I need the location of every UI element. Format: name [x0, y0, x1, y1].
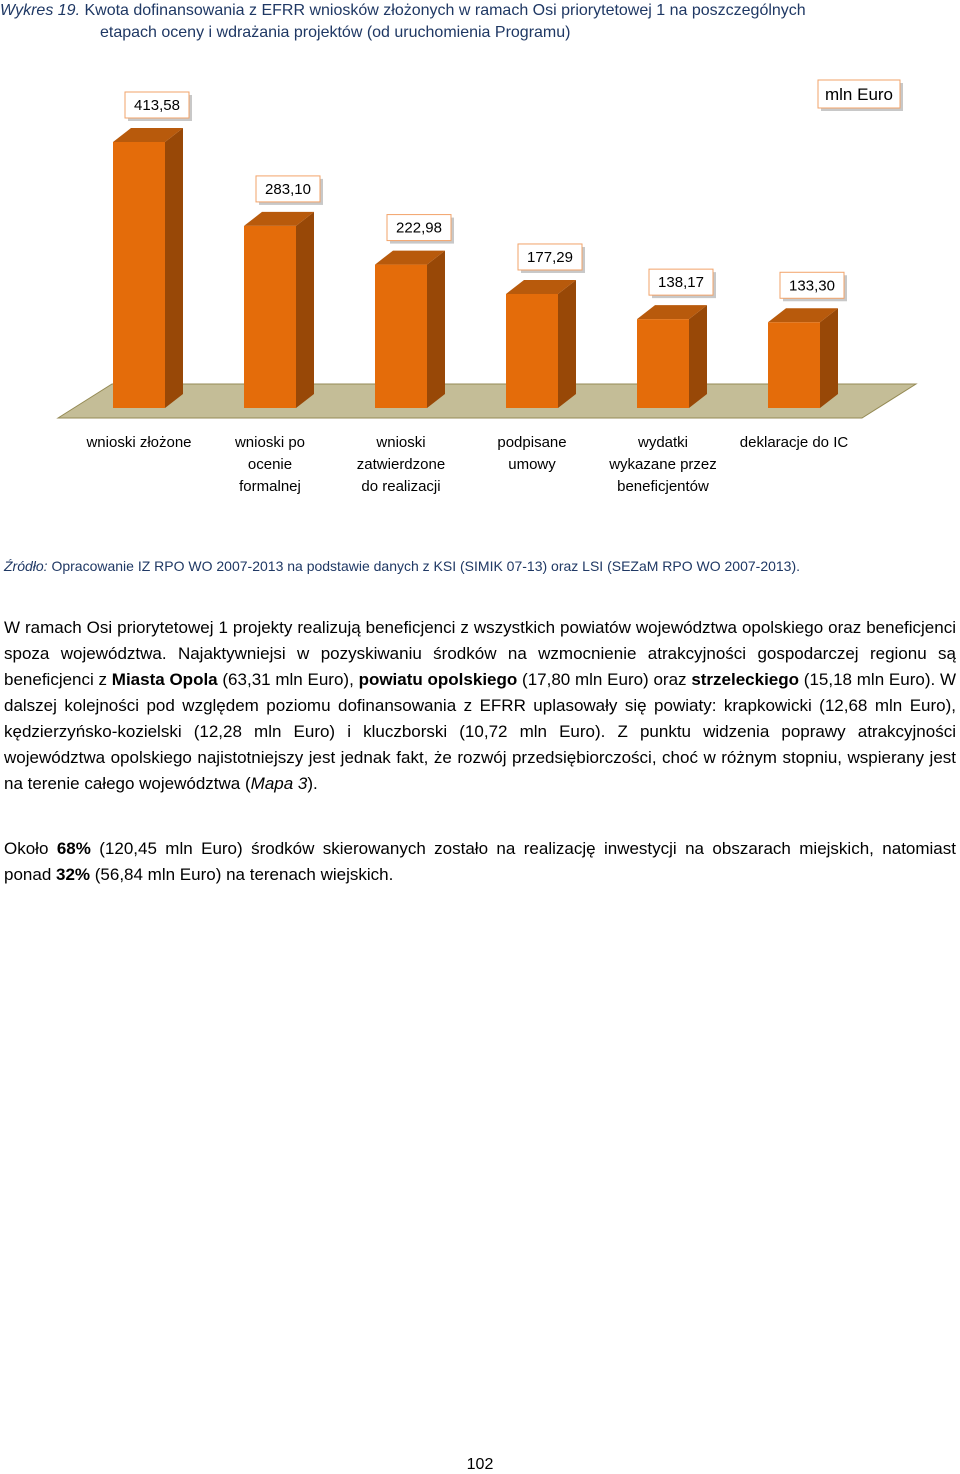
chart-value-labels-layer — [125, 92, 847, 301]
bar-side-5 — [820, 308, 838, 408]
unit-label: mln Euro — [824, 85, 894, 104]
paragraph1-bold-3: strzeleckiego — [691, 670, 800, 689]
category-label-2-2: do realizacji — [361, 478, 441, 495]
category-label-3-0: podpisane — [497, 434, 567, 451]
figure-title-line2: etapach oceny i wdrażania projektów (od uruchomienia Programu) — [100, 24, 571, 41]
value-label-2: 222,98 — [396, 219, 442, 237]
bar-3 — [506, 294, 558, 408]
value-label-5: 133,30 — [789, 277, 835, 295]
bar-chart — [0, 70, 960, 510]
value-label-1: 283,10 — [265, 180, 311, 198]
category-label-4-0: wydatki — [637, 434, 689, 451]
bar-5 — [768, 322, 820, 408]
bar-1 — [244, 226, 296, 408]
figure-caption — [0, 0, 958, 44]
value-label-4: 138,17 — [658, 274, 704, 292]
category-label-1-1: ocenie — [247, 456, 293, 473]
paragraph2-text-1: Około — [4, 839, 57, 858]
page-number: 102 — [466, 1456, 494, 1473]
bar-side-3 — [558, 280, 576, 408]
category-label-2-1: zatwierdzone — [356, 456, 446, 473]
paragraph1-text-1: W ramach Osi priorytetowej 1 projekty realizują beneficjenci z wszystkich powiatów województwa opolskiego oraz beneficjenci spoza województwa. Najaktywniejsi w pozyskiwaniu środków na wzmocnienie atrakcyjności gospodarczej regionu są beneficjenci z — [4, 618, 956, 689]
paragraph1-text-3: (17,80 mln Euro) oraz — [517, 670, 692, 689]
source-text: Opracowanie IZ RPO WO 2007-2013 na podstawie danych z KSI (SIMIK 07-13) oraz LSI (SEZaM RPO WO 2007-2013). — [51, 558, 801, 574]
bar-2 — [375, 265, 427, 408]
bar-4 — [637, 319, 689, 408]
paragraph1-text-4: (15,18 mln Euro). W dalszej kolejności pod względem poziomu dofinansowania z EFRR uplasowały się powiaty: krapkowicki (12,68 mln Euro), kędzierzyńsko-kozielski (12,28 mln Euro) i kluczborski (10,72 mln Euro). Z punktu widzenia poprawy atrakcyjności województwa opolskiego najistotniejszy jest jednak fakt, że rozwój przedsiębiorczości, choć w różnym stopniu, wspierany jest na terenie całego województwa ( — [4, 670, 957, 793]
source-note — [4, 557, 956, 575]
chart-unit-layer — [818, 80, 903, 111]
paragraph1-bold-2: powiatu opolskiego — [358, 670, 518, 689]
bar-0 — [113, 142, 165, 408]
category-label-4-1: wykazane przez — [609, 456, 717, 473]
chart-bars-layer — [113, 128, 838, 408]
paragraph1-italic-1: Mapa 3 — [250, 774, 308, 793]
category-label-5-0: deklaracje do IC — [739, 434, 849, 451]
figure-title-line1: Kwota dofinansowania z EFRR wniosków złożonych w ramach Osi priorytetowej 1 na poszczególnych — [84, 2, 806, 19]
category-label-3-1: umowy — [508, 456, 556, 473]
category-label-0-0: wnioski złożone — [86, 434, 192, 451]
figure-label: Wykres 19. — [0, 2, 81, 19]
paragraph1-text-5: ). — [307, 774, 318, 793]
category-label-2-0: wnioski — [376, 434, 426, 451]
paragraph1-text-2: (63,31 mln Euro), — [217, 670, 359, 689]
body-paragraph-1 — [4, 615, 956, 797]
source-label: Źródło: — [4, 558, 48, 574]
chart-category-labels-layer — [85, 434, 848, 495]
value-label-3: 177,29 — [527, 248, 573, 266]
paragraph2-text-2: (120,45 mln Euro) środków skierowanych zostało na realizację inwestycji na obszarach miejskich, natomiast ponad — [4, 839, 956, 884]
bar-side-0 — [165, 128, 183, 408]
value-label-0: 413,58 — [134, 97, 180, 114]
paragraph2-bold-2: 32% — [56, 865, 91, 884]
bar-side-2 — [427, 251, 445, 408]
paragraph2-bold-1: 68% — [56, 839, 91, 858]
category-label-1-2: formalnej — [239, 478, 301, 495]
paragraph1-bold-1: Miasta Opola — [111, 670, 218, 689]
body-paragraph-2 — [4, 836, 956, 888]
category-label-4-2: beneficjentów — [617, 478, 709, 495]
bar-side-4 — [689, 305, 707, 408]
category-label-1-0: wnioski po — [234, 434, 306, 451]
paragraph2-text-3: (56,84 mln Euro) na terenach wiejskich. — [90, 865, 394, 884]
bar-side-1 — [296, 212, 314, 408]
